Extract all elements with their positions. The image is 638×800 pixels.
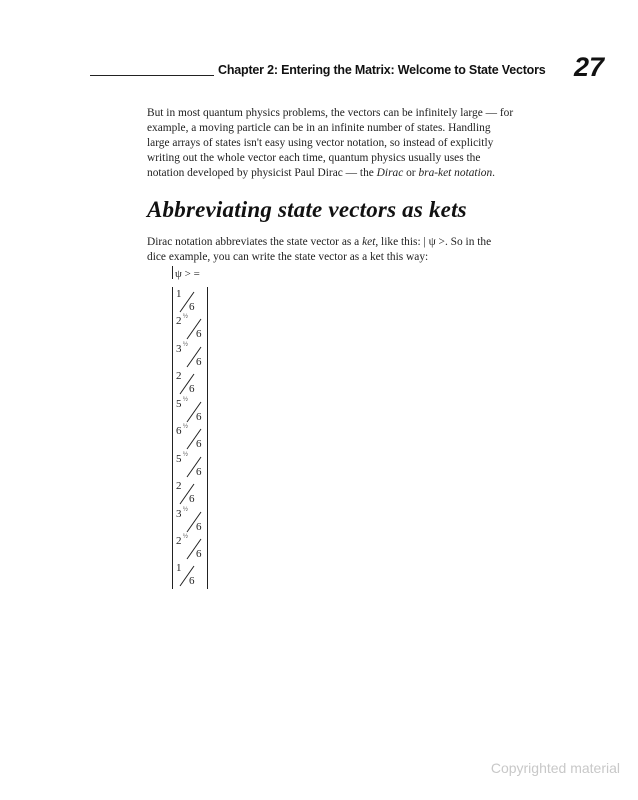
entry-numerator: 5 (176, 397, 182, 410)
ket-bar (172, 266, 173, 279)
entry-denominator: 6 (189, 383, 195, 396)
entry-numerator: 3 (176, 507, 182, 520)
intro-line: But in most quantum physics problems, the vectors can be infinitely large — for (147, 107, 514, 119)
entry-exponent: ½ (183, 313, 188, 321)
body-text: Dirac notation abbreviates the state vector as a (147, 236, 363, 248)
watermark: Copyrighted material (490, 760, 620, 776)
intro-line: example, a moving particle can be in an infinite number of states. Handling (147, 122, 491, 134)
entry-numerator: 3 (176, 342, 182, 355)
entry-numerator: 2 (176, 534, 182, 547)
page-number: 27 (574, 52, 605, 82)
entry-exponent: ½ (183, 423, 188, 431)
vector-entry (173, 479, 207, 506)
intro-text: notation developed by physicist Paul Dirac — the (147, 167, 377, 179)
chapter-title: Chapter 2: Entering the Matrix: Welcome to State Vectors (218, 63, 546, 77)
ket-label-text: ψ > = (175, 268, 200, 280)
entry-denominator: 6 (196, 438, 202, 451)
entry-numerator: 6 (176, 425, 182, 438)
ket-vector (172, 287, 208, 589)
vector-entry (173, 342, 207, 369)
section-heading: Abbreviating state vectors as kets (147, 197, 467, 222)
entry-exponent: ½ (183, 340, 188, 348)
intro-line: large arrays of states isn't easy using vector notation, so instead of explicitly (147, 137, 494, 149)
vector-entry (173, 287, 207, 314)
entry-exponent: ½ (183, 450, 188, 458)
vector-entry (173, 424, 207, 451)
entry-numerator: 1 (176, 562, 182, 575)
body-text: , like this: | ψ >. So in the (375, 236, 492, 248)
entry-numerator: 2 (176, 480, 182, 493)
entry-denominator: 6 (196, 410, 202, 423)
intro-line: writing out the whole vector each time, quantum physics usually uses the (147, 152, 481, 164)
entry-numerator: 2 (176, 315, 182, 328)
entry-exponent: ½ (183, 505, 188, 513)
term-dirac: Dirac (376, 167, 404, 179)
entry-denominator: 6 (189, 301, 195, 313)
vector-entry (173, 534, 207, 561)
entry-denominator: 6 (196, 355, 202, 368)
term-ket: ket (362, 236, 376, 248)
body-line: dice example, you can write the state vector as a ket this way: (147, 251, 429, 263)
body-line (147, 235, 547, 250)
entry-denominator: 6 (196, 328, 202, 341)
vector-entry (173, 369, 207, 396)
intro-text: or (403, 167, 419, 179)
header-rule (90, 75, 214, 76)
vector-entry (173, 314, 207, 341)
entry-exponent: ½ (183, 532, 188, 540)
intro-paragraph (147, 106, 547, 181)
intro-text: . (492, 167, 496, 179)
body-paragraph (147, 235, 547, 265)
vector-entry (173, 507, 207, 534)
entry-denominator: 6 (189, 575, 195, 588)
entry-denominator: 6 (196, 465, 202, 478)
entry-denominator: 6 (196, 547, 202, 560)
entry-numerator: 5 (176, 452, 182, 465)
entry-exponent: ½ (183, 395, 188, 403)
entry-numerator: 2 (176, 370, 182, 383)
vector-entry (173, 397, 207, 424)
vector-entry (173, 452, 207, 479)
entry-numerator: 1 (176, 288, 182, 300)
ket-label (172, 266, 200, 280)
intro-line-last (147, 166, 547, 181)
term-braket: bra-ket notation (418, 167, 493, 179)
entry-denominator: 6 (189, 493, 195, 506)
entry-denominator: 6 (196, 520, 202, 533)
vector-entry (173, 561, 207, 588)
